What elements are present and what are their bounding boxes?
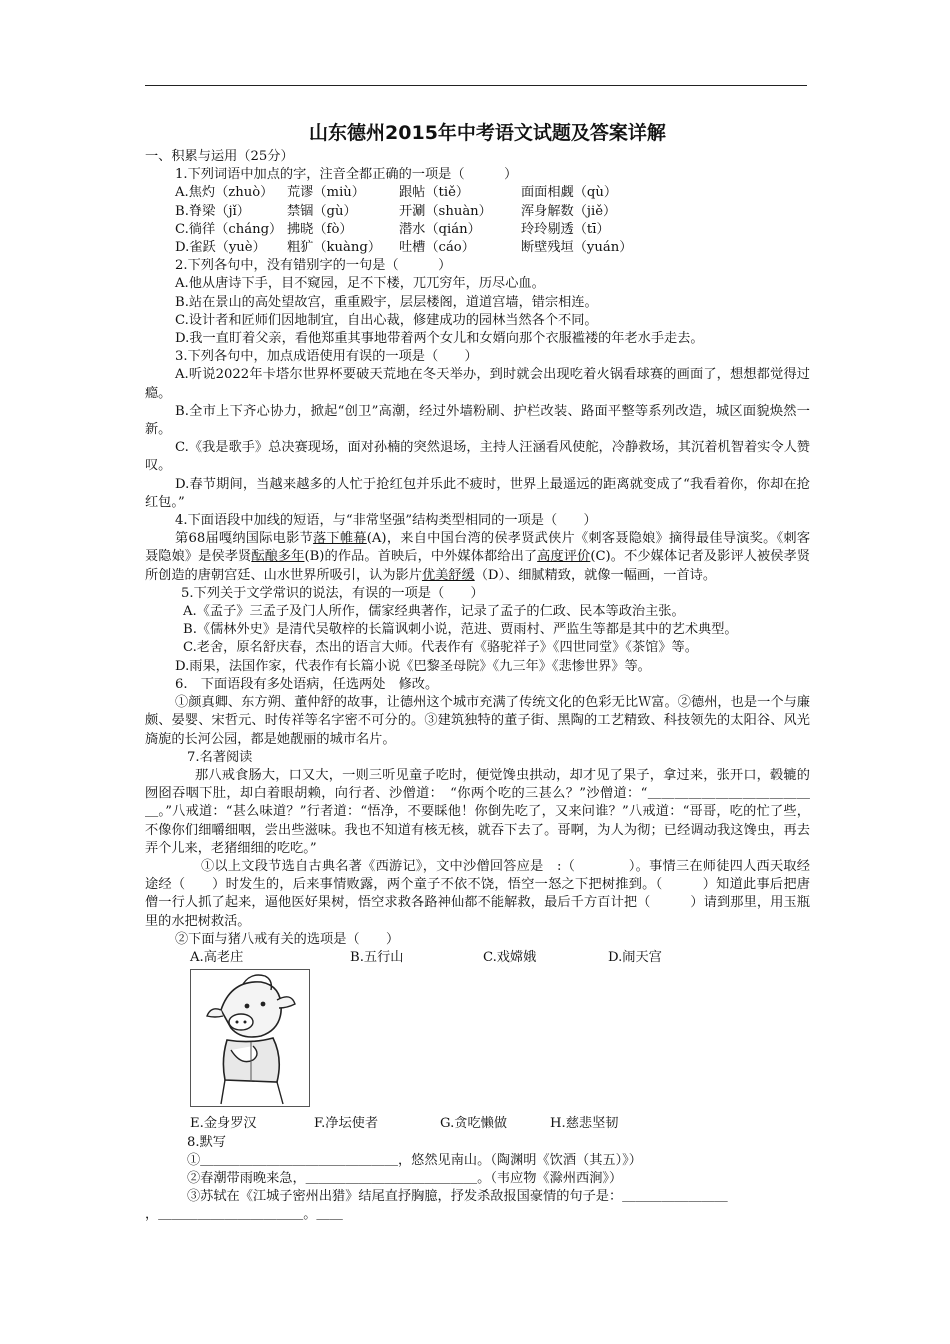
q1-option-a (145, 184, 810, 202)
q1-a-4: 面面相觑（qù） (521, 185, 618, 201)
q4-text-5: （D）、细腻精致，就像一幅画，一首诗。 (474, 567, 717, 583)
q1-c-3: 潜水（qián） (399, 221, 481, 237)
q1-b-2: 禁锢（gù） (287, 203, 357, 219)
q4-passage (145, 530, 810, 585)
q5-option-c: C.老舍，原名舒庆春，杰出的语言大师。代表作有《骆驼祥子》《四世同堂》《茶馆》等。 (183, 640, 698, 656)
q1-stem: 1.下列词语中加点的字，注音全都正确的一项是（ ） (175, 167, 518, 183)
q7-opt-b: B.五行山 (350, 949, 404, 965)
q3-option-a: A.听说2022年卡塔尔世界杯要破天荒地在冬天举办，到时就会出现吃着火锅看球赛的画面了，想想都觉得过瘾。 (145, 367, 810, 401)
q6-passage: ①颜真卿、东方朔、董仲舒的故事，让德州这个城市充满了传统文化的色彩无比Ｗ富。②德州，也是一个与廉颇、晏婴、宋哲元、时传祥等名字密不可分的。③建筑独特的董子街、黑陶的工艺精致、科技领先的太阳谷、风光旖旎的长河公园，都是她靓丽的城市名片。 (145, 695, 810, 747)
q7-sub2: ②下面与猪八戒有关的选项是（ ） (175, 931, 400, 947)
q1-option-c (145, 221, 810, 239)
q1-d-3: 吐槽（cáo） (399, 240, 475, 256)
q4-phrase-b: 酝酿多年 (251, 549, 305, 565)
q1-a-1: A.焦灼（zhuò） (175, 185, 274, 201)
q1-d-2: 粗犷（kuàng） (287, 240, 382, 256)
q2-option-a: A.他从唐诗下手，目不窥园，足不下楼，兀兀穷年，历尽心血。 (175, 276, 545, 292)
q4-stem: 4.下面语段中加线的短语，与“非常坚强”结构类型相同的一项是（ ） (175, 513, 597, 529)
q1-a-3: 跟帖（tiě） (399, 185, 470, 201)
q4-phrase-c: 高度评价 (537, 549, 591, 565)
q6-stem: 6. 下面语段有多处语病，任选两处 修改。 (175, 676, 439, 692)
q4-phrase-a: 落下帷幕 (312, 531, 367, 547)
q8-line-1: ①＿＿＿＿＿＿＿＿＿＿＿＿＿＿＿，悠然见南山。（陶渊明《饮酒（其五）》） (187, 1152, 642, 1168)
document-title: 山东德州2015年中考语文试题及答案详解 (309, 122, 666, 144)
q8-line-4: ，＿＿＿＿＿＿＿＿＿＿＿。＿＿ (145, 1207, 343, 1223)
q8-line-2: ②春潮带雨晚来急，＿＿＿＿＿＿＿＿＿＿＿＿＿。（韦应物《滁州西涧》） (187, 1170, 623, 1186)
q7-opt-g: G.贪吃懒做 (440, 1116, 508, 1132)
q4-text-1: 第68届嘎纳国际电影节 (175, 531, 313, 547)
q1-a-2: 荒谬（miù） (287, 185, 365, 201)
q7-sub1: ①以上文段节选自古典名著《西游记》，文中沙僧回答应是 :（ ）。事情三在师徒四人西天取经途经（ ）时发生的，后来事情败露，两个童子不依不饶，悟空一怒之下把树推到。（ ）知道此事后把唐僧一行人抓了起来，逼他医好果树，悟空求救各路神仙都不能解救，最后千方百计把（ ）请到那里，用玉瓶里的水把树救活。 (145, 858, 810, 929)
q4-text-2: (A)，来自中国台湾的侯孝贤武侠片《刺客聂隐娘》摘得最佳导演奖。《刺客聂隐娘》是侯孝贤 (145, 531, 811, 565)
q7-opt-f: F.净坛使者 (314, 1116, 379, 1132)
q5-option-d: D.雨果，法国作家，代表作有长篇小说《巴黎圣母院》《九三年》《悲惨世界》等。 (175, 658, 651, 674)
header-rule (145, 85, 807, 86)
q4-text-4: (C)。不少媒体记者及影评人被侯孝贤所创造的唐朝宫廷、山水世界所吸引，认为影片 (145, 549, 811, 583)
q4-text-3: (B)的作品。首映后，中外媒体都给出了 (304, 549, 538, 565)
q5-option-b: B.《儒林外史》是清代吴敬梓的长篇讽刺小说，范进、贾雨村、严监生等都是其中的艺术典型。 (183, 622, 738, 638)
q8-line-3: ③苏轼在《江城子密州出猎》结尾直抒胸臆，抒发杀敌报国豪情的句子是：＿＿＿＿＿＿＿＿ (187, 1189, 728, 1205)
q1-b-3: 开涮（shuàn） (399, 203, 492, 219)
q7-stem: 7.名著阅读 (187, 749, 253, 765)
q7-opt-e: E.金身罗汉 (190, 1116, 257, 1132)
pigsy-illustration (190, 969, 310, 1107)
q5-stem: 5.下列关于文学常识的说法，有误的一项是（ ） (181, 585, 484, 601)
q1-c-2: 拂晓（fò） (287, 221, 353, 237)
q7-options-row2 (145, 1115, 810, 1133)
q1-b-4: 浑身解数（jiě） (521, 203, 617, 219)
q3-option-b: B.全市上下齐心协力，掀起“创卫”高潮，经过外墙粉刷、护栏改装、路面平整等系列改造，城区面貌焕然一新。 (145, 403, 810, 438)
q2-stem: 2.下列各句中，没有错别字的一句是（ ） (175, 258, 452, 274)
q2-option-b: B.站在景山的高处望故宫，重重殿宇，层层楼阁，道道宫墙，错宗相连。 (175, 294, 598, 310)
q7-opt-h: H.慈悲坚韧 (550, 1116, 619, 1132)
q3-option-c: C.《我是歌手》总决赛现场，面对孙楠的突然退场，主持人汪涵看风使舵，冷静救场，其沉着机智着实令人赞叹。 (145, 440, 810, 474)
document-body (145, 118, 810, 1225)
q1-b-1: B.脊梁（jǐ） (175, 203, 250, 219)
q1-c-4: 玲玲剔透（tī） (521, 221, 610, 237)
q1-option-d (145, 239, 810, 257)
q4-phrase-d: 优美舒缓 (421, 567, 475, 583)
q7-passage: 那八戒食肠大，口又大，一则三听见童子吃时，便觉馋虫拱动，却才见了果子，拿过来，张开口，毂辘的囫囵吞咽下肚，却白着眼胡赖，向行者、沙僧道： “你两个吃的三甚么？”沙僧道：“＿＿＿＿＿＿＿＿＿＿＿＿＿。”八戒道：“甚么味道？”行者道：“悟净，不要睬他！你倒先吃了，又来问谁？”八戒道：“哥哥，吃的忙了些，不像你们细嚼细咽，尝出些滋味。我也不知道有核无核，就吞下去了。哥啊，为人为彻；已经调动我这馋虫，再去弄个儿来，老猪细细的吃吃。” (145, 767, 810, 856)
q7-opt-a: A.高老庄 (190, 949, 244, 965)
q8-stem: 8.默写 (187, 1134, 226, 1150)
q7-opt-d: D.闹天宫 (608, 949, 662, 965)
q3-stem: 3.下列各句中，加点成语使用有误的一项是（ ） (175, 349, 478, 365)
q7-opt-c: C.戏嫦娥 (483, 949, 537, 965)
q1-c-1: C.徜徉（cháng） (175, 221, 283, 237)
q3-option-d: D.春节期间，当越来越多的人忙于抢红包并乐此不疲时，世界上最遥远的距离就变成了“我看着你，你却在抢红包。” (145, 476, 810, 510)
q1-option-b (145, 203, 810, 221)
q7-options-row1 (145, 949, 810, 967)
q2-option-d: D.我一直盯着父亲，看他郑重其事地带着两个女儿和女婿向那个衣服褴褛的年老水手走去。 (175, 331, 704, 347)
q1-d-1: D.雀跃（yuè） (175, 240, 266, 256)
q1-d-4: 断壁残垣（yuán） (521, 240, 633, 256)
q5-option-a: A.《孟子》三孟子及门人所作，儒家经典著作，记录了孟子的仁政、民本等政治主张。 (183, 604, 685, 620)
section-heading: 一、积累与运用（25分） (145, 149, 294, 164)
q2-option-c: C.设计者和匠师们因地制宜，自出心裁，修建成功的园林当然各个不同。 (175, 312, 598, 328)
